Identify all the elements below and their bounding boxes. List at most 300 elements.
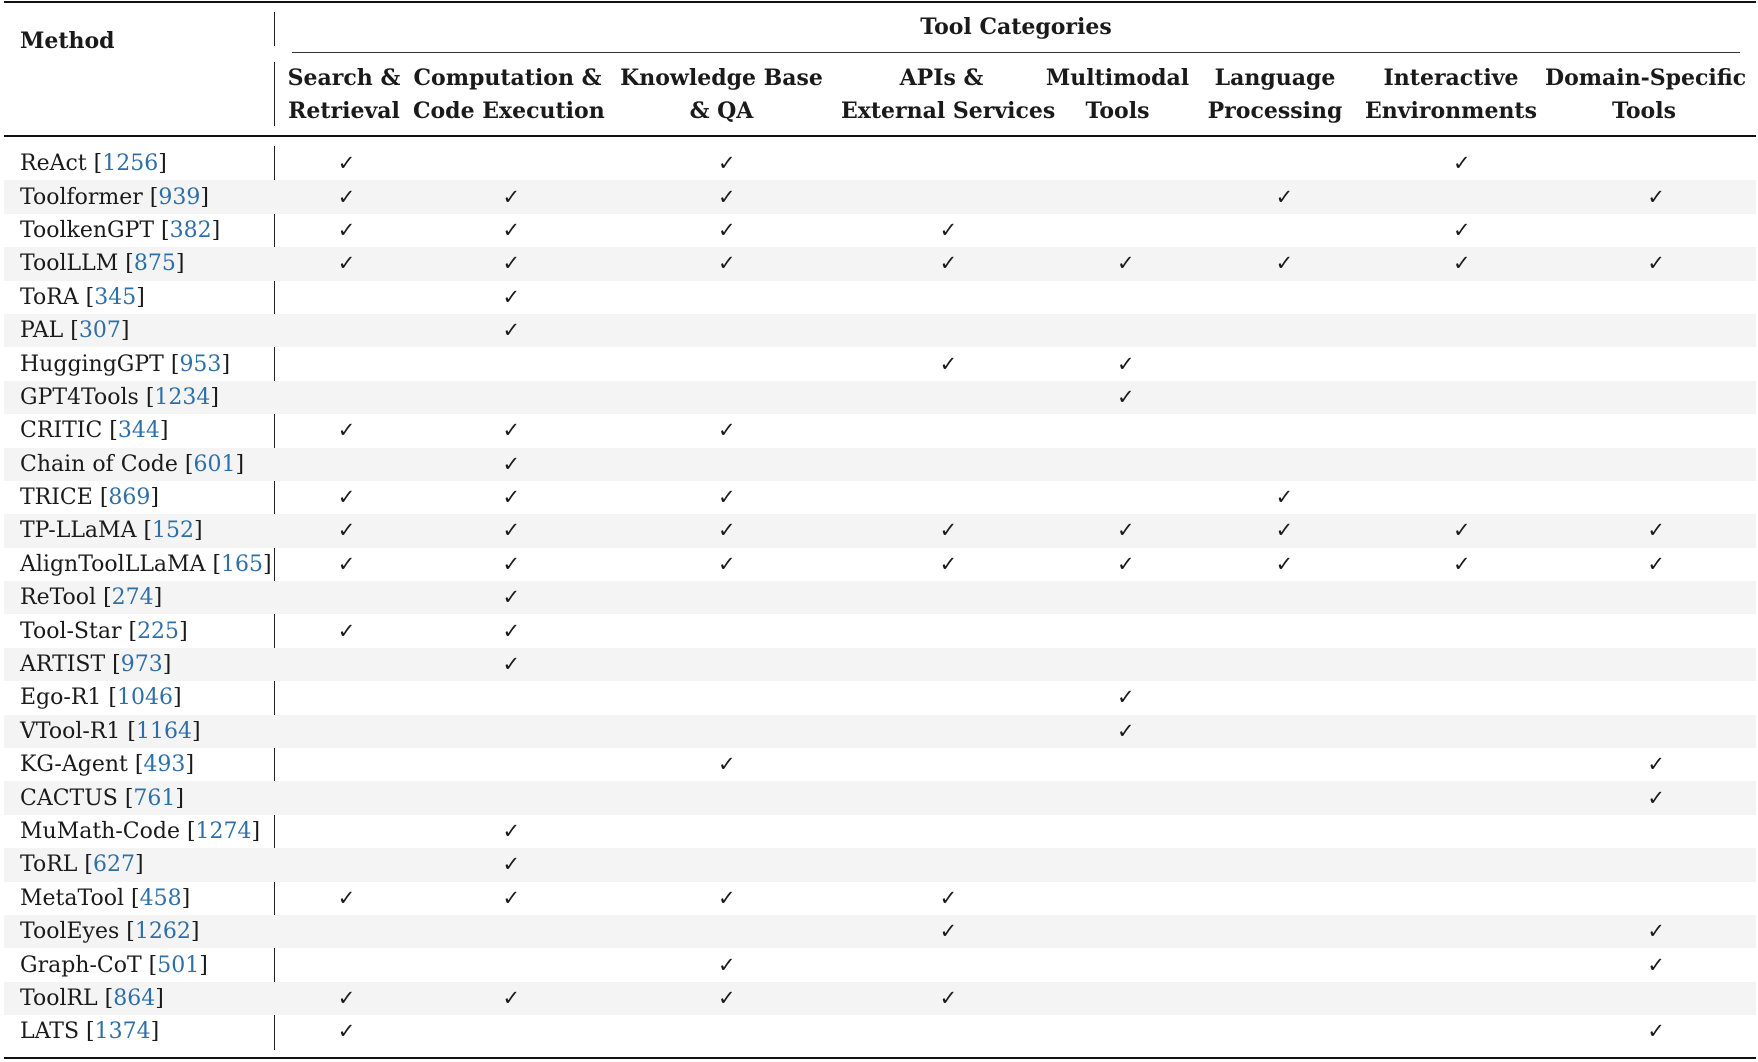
category-cell [847,147,1050,180]
category-cell [1367,147,1556,180]
citation-link[interactable]: 307 [78,318,121,344]
category-cell [1367,982,1556,1015]
checkmark-icon: ✓ [337,418,356,443]
method-cell: CACTUS [761] [4,781,277,814]
category-cell [847,214,1050,247]
method-name: Toolformer [20,184,143,210]
checkmark-icon: ✓ [1116,351,1135,376]
checkmark-icon: ✓ [718,184,736,209]
method-cell: GPT4Tools [1234] [4,381,277,414]
category-cell [1202,548,1367,581]
method-cell: MuMath-Code [1274] [20,819,261,844]
citation-link[interactable]: 493 [143,752,186,778]
category-cell [606,681,847,714]
category-cell [277,915,416,948]
checkmark-icon: ✓ [1647,251,1666,276]
table-row [4,414,1756,447]
category-cell [416,581,606,614]
column-header-line: Environments [1365,98,1537,124]
citation-link[interactable]: 869 [108,485,151,511]
category-cell [1050,414,1202,447]
column-header-line: APIs & [899,65,984,91]
category-cell [277,147,416,180]
checkmark-icon: ✓ [502,819,521,843]
column-header-line: Tools [1085,98,1150,124]
category-cell [277,948,416,981]
category-cell [1367,514,1556,547]
category-cell [1202,915,1367,948]
column-header [602,62,841,128]
column-header-line: Code Execution [413,98,605,124]
category-cell [1367,781,1556,814]
method-name: ARTIST [20,652,106,678]
category-cell [1367,247,1556,280]
category-cell [1050,781,1202,814]
category-cell [416,614,606,647]
category-cell [1367,748,1556,781]
method-cell: Toolformer [939] [4,180,277,213]
category-cell [1050,448,1202,481]
category-cell [277,247,416,280]
category-cell [1556,614,1756,647]
checkmark-icon: ✓ [502,284,521,309]
category-cell [847,882,1050,915]
citation-link[interactable]: 627 [92,852,135,878]
category-cell [1202,347,1367,380]
checkmark-icon: ✓ [502,551,521,576]
method-name: Tool-Star [20,618,122,644]
category-cell [416,648,606,681]
table-row [4,247,1756,280]
category-cell [1050,481,1202,514]
checkmark-icon: ✓ [337,885,356,910]
citation-link[interactable]: 1164 [135,718,192,744]
checkmark-icon: ✓ [502,585,521,610]
category-cell [1367,848,1556,881]
category-cell [1050,715,1202,748]
citation-link[interactable]: 601 [193,451,236,477]
category-cell [416,1015,606,1048]
table-row [4,781,1756,814]
checkmark-icon: ✓ [939,351,958,376]
category-cell [1202,815,1367,848]
category-cell [1556,548,1756,581]
category-cell [1202,281,1367,314]
method-name: ToolEyes [20,919,120,945]
category-cell [1556,281,1756,314]
category-cell [416,715,606,748]
method-cell: Tool-Star [225] [20,618,188,644]
citation-link[interactable]: 382 [169,217,212,243]
checkmark-icon: ✓ [1116,518,1135,543]
checkmark-icon: ✓ [1647,952,1666,977]
method-name: MuMath-Code [20,819,180,844]
category-cell [277,514,416,547]
checkmark-icon: ✓ [1116,384,1135,409]
category-cell [1202,481,1367,514]
category-cell [416,982,606,1015]
category-cell [847,915,1050,948]
citation-link[interactable]: 345 [94,284,137,310]
citation-link[interactable]: 458 [139,885,182,911]
checkmark-icon: ✓ [718,952,736,977]
category-cell [847,681,1050,714]
method-cell: LATS [1374] [20,1019,160,1045]
column-header [275,62,413,128]
category-cell [1367,915,1556,948]
column-header [1193,62,1357,128]
category-cell [1050,1015,1202,1048]
method-name: Graph-CoT [20,952,142,978]
method-cell: Graph-CoT [501] [20,952,208,978]
column-header-line: Computation & [413,65,602,91]
category-cell [416,214,606,247]
category-cell [606,214,847,247]
category-cell [1050,180,1202,213]
table-row [4,147,1756,180]
category-cell [1050,147,1202,180]
method-cell: HuggingGPT [953] [20,351,231,377]
table-row [4,715,1756,748]
tool-categories-header: Tool Categories [920,14,1112,40]
method-name: ToolLLM [20,251,119,277]
citation-link[interactable]: 165 [221,551,264,577]
column-header [1357,62,1545,128]
category-cell [1367,948,1556,981]
category-cell [416,681,606,714]
category-cell [277,214,416,247]
category-cell [606,147,847,180]
category-cell [277,781,416,814]
category-cell [1202,681,1367,714]
category-cell [1202,848,1367,881]
table-row [4,548,1756,581]
table-row [4,314,1756,347]
category-cell [606,281,847,314]
checkmark-icon: ✓ [502,618,521,643]
method-cell: ToRA [345] [20,284,145,310]
method-cell: PAL [307] [4,314,277,347]
checkmark-icon: ✓ [502,885,521,910]
category-cell [1050,915,1202,948]
checkmark-icon: ✓ [939,251,958,276]
category-cell [416,180,606,213]
checkmark-icon: ✓ [939,885,958,910]
citation-link[interactable]: 344 [117,418,160,444]
category-cell [1367,214,1556,247]
citation-link[interactable]: 152 [152,518,195,544]
category-cell [1556,214,1756,247]
category-cell [1367,1015,1556,1048]
category-cell [1556,882,1756,915]
category-cell [277,414,416,447]
citation-link[interactable]: 1374 [94,1019,151,1045]
category-cell [416,848,606,881]
method-name: ToRA [20,284,79,310]
column-header-line: Retrieval [288,98,400,124]
table-row [4,614,1756,647]
table-body [4,147,1756,1049]
category-cell [1556,414,1756,447]
category-cell [1202,648,1367,681]
category-cell [1367,281,1556,314]
category-cell [277,481,416,514]
category-cell [1556,915,1756,948]
table-row [4,180,1756,213]
citation-link[interactable]: 501 [157,952,200,978]
citation-link[interactable]: 1274 [195,819,252,844]
checkmark-icon: ✓ [1647,919,1666,944]
category-cell [277,548,416,581]
category-cell [1556,848,1756,881]
category-cell [1202,448,1367,481]
category-cell [847,715,1050,748]
citation-link[interactable]: 939 [158,184,201,210]
checkmark-icon: ✓ [718,752,736,777]
category-cell [606,848,847,881]
checkmark-icon: ✓ [718,418,736,443]
category-cell [1367,815,1556,848]
category-cell [606,1015,847,1048]
citation-link[interactable]: 864 [113,985,156,1011]
category-cell [416,481,606,514]
checkmark-icon: ✓ [718,251,736,276]
column-header-line: Processing [1207,98,1343,124]
checkmark-icon: ✓ [502,251,521,276]
category-cell [1202,180,1367,213]
category-cell [1202,414,1367,447]
method-name: TRICE [20,485,93,511]
category-cell [1050,948,1202,981]
table-row [4,648,1756,681]
category-cell [606,448,847,481]
method-cell: ToolkenGPT [382] [20,217,221,243]
method-name: CACTUS [20,785,118,811]
category-cell [606,815,847,848]
category-cell [277,748,416,781]
category-cell [416,548,606,581]
category-cell [1050,614,1202,647]
citation-link[interactable]: 761 [133,785,176,811]
category-cell [606,982,847,1015]
column-header [1545,62,1747,128]
category-cell [1556,481,1756,514]
category-cell [1556,514,1756,547]
category-cell [1050,748,1202,781]
checkmark-icon: ✓ [502,318,521,343]
column-header [1042,62,1193,128]
checkmark-icon: ✓ [1647,518,1666,543]
method-cell: VTool-R1 [1164] [4,715,277,748]
method-cell: ToRL [627] [4,848,277,881]
checkmark-icon: ✓ [337,618,356,643]
method-cell: ToolLLM [875] [4,247,277,280]
category-cell [277,648,416,681]
citation-link[interactable]: 1262 [134,919,191,945]
category-cell [1367,614,1556,647]
category-cell [416,748,606,781]
checkmark-icon: ✓ [1452,217,1471,242]
checkmark-icon: ✓ [718,985,736,1010]
checkmark-icon: ✓ [502,451,521,476]
citation-link[interactable]: 274 [111,585,154,611]
category-cell [277,381,416,414]
citation-link[interactable]: 973 [120,652,163,678]
citation-link[interactable]: 875 [133,251,176,277]
citation-link[interactable]: 1256 [102,151,159,177]
table-row [4,948,1756,981]
checkmark-icon: ✓ [1452,151,1471,176]
table-row [4,748,1756,781]
checkmark-icon: ✓ [502,217,521,242]
checkmark-icon: ✓ [337,151,356,176]
checkmark-icon: ✓ [718,518,736,543]
category-cell [847,247,1050,280]
checkmark-icon: ✓ [718,151,736,176]
checkmark-icon: ✓ [1647,184,1666,209]
category-cell [1050,381,1202,414]
category-cell [1556,748,1756,781]
checkmark-icon: ✓ [1647,752,1666,777]
category-cell [1556,180,1756,213]
checkmark-icon: ✓ [1116,551,1135,576]
category-cell [1367,347,1556,380]
category-cell [416,915,606,948]
category-cell [606,414,847,447]
category-cell [847,514,1050,547]
category-cell [1050,548,1202,581]
method-name: ToolRL [20,985,98,1011]
category-cell [416,381,606,414]
checkmark-icon: ✓ [718,217,736,242]
category-cell [1556,681,1756,714]
method-name: AlignToolLLaMA [20,551,206,577]
category-cell [1556,581,1756,614]
table-row [4,214,1756,247]
citation-link[interactable]: 225 [137,618,180,644]
citation-link[interactable]: 1046 [116,685,173,711]
category-cell [1556,948,1756,981]
citation-link[interactable]: 1234 [154,384,211,410]
method-name: Chain of Code [20,451,178,477]
table-row [4,882,1756,915]
column-header [841,62,1056,128]
checkmark-icon: ✓ [337,1019,356,1044]
column-header-line: & QA [689,98,754,124]
checkmark-icon: ✓ [939,518,958,543]
column-header-line: Interactive [1383,65,1519,91]
checkmark-icon: ✓ [1452,518,1471,543]
checkmark-icon: ✓ [939,985,958,1010]
category-cell [847,314,1050,347]
checkmark-icon: ✓ [1275,551,1294,576]
table-row [4,848,1756,881]
column-header-line: Domain-Specific [1545,65,1747,91]
category-cell [277,882,416,915]
category-cell [1202,715,1367,748]
category-cell [1050,347,1202,380]
category-cell [277,815,416,848]
category-cell [1367,882,1556,915]
category-cell [416,314,606,347]
citation-link[interactable]: 953 [179,351,222,377]
category-cell [847,1015,1050,1048]
category-cell [606,247,847,280]
category-cell [1202,581,1367,614]
category-cell [277,1015,416,1048]
category-cell [416,247,606,280]
category-cell [277,982,416,1015]
comparison-table [4,0,1756,1062]
method-cell: MetaTool [458] [20,885,191,911]
method-cell: AlignToolLLaMA [165] [20,551,272,577]
checkmark-icon: ✓ [337,518,356,543]
method-name: Ego-R1 [20,685,102,711]
category-cell [606,314,847,347]
category-cell [1202,614,1367,647]
category-cell [1050,247,1202,280]
checkmark-icon: ✓ [1275,251,1294,276]
column-header-line: Tools [1612,98,1676,124]
category-cell [1367,648,1556,681]
category-cell [847,648,1050,681]
category-cell [1050,982,1202,1015]
category-cell [606,180,847,213]
category-cell [1202,147,1367,180]
category-cell [1556,781,1756,814]
category-cell [1202,748,1367,781]
checkmark-icon: ✓ [1452,251,1471,276]
category-cell [847,815,1050,848]
method-cell: TRICE [869] [20,485,159,511]
category-cell [416,781,606,814]
column-header-line: Multimodal [1045,65,1190,91]
category-cell [277,281,416,314]
category-cell [277,715,416,748]
category-cell [1556,648,1756,681]
method-name: ReAct [20,151,87,177]
category-cell [1556,247,1756,280]
category-cell [277,848,416,881]
category-cell [416,882,606,915]
category-cell [416,514,606,547]
method-name: ToRL [20,852,78,878]
category-cell [847,381,1050,414]
method-cell: Ego-R1 [1046] [20,685,182,711]
table-row [4,448,1756,481]
category-cell [1050,848,1202,881]
method-name: GPT4Tools [20,384,139,410]
category-cell [1202,381,1367,414]
category-cell [1202,781,1367,814]
checkmark-icon: ✓ [1275,518,1294,543]
category-cell [1556,715,1756,748]
category-cell [606,648,847,681]
category-cell [1367,448,1556,481]
checkmark-icon: ✓ [939,217,958,242]
category-cell [1556,347,1756,380]
checkmark-icon: ✓ [718,485,736,510]
category-cell [1556,982,1756,1015]
category-cell [606,514,847,547]
column-header [413,62,605,128]
method-cell: ToolEyes [1262] [4,915,277,948]
category-cell [416,281,606,314]
method-cell: CRITIC [344] [20,418,169,444]
category-cell [277,614,416,647]
category-cell [847,448,1050,481]
category-cell [1202,214,1367,247]
